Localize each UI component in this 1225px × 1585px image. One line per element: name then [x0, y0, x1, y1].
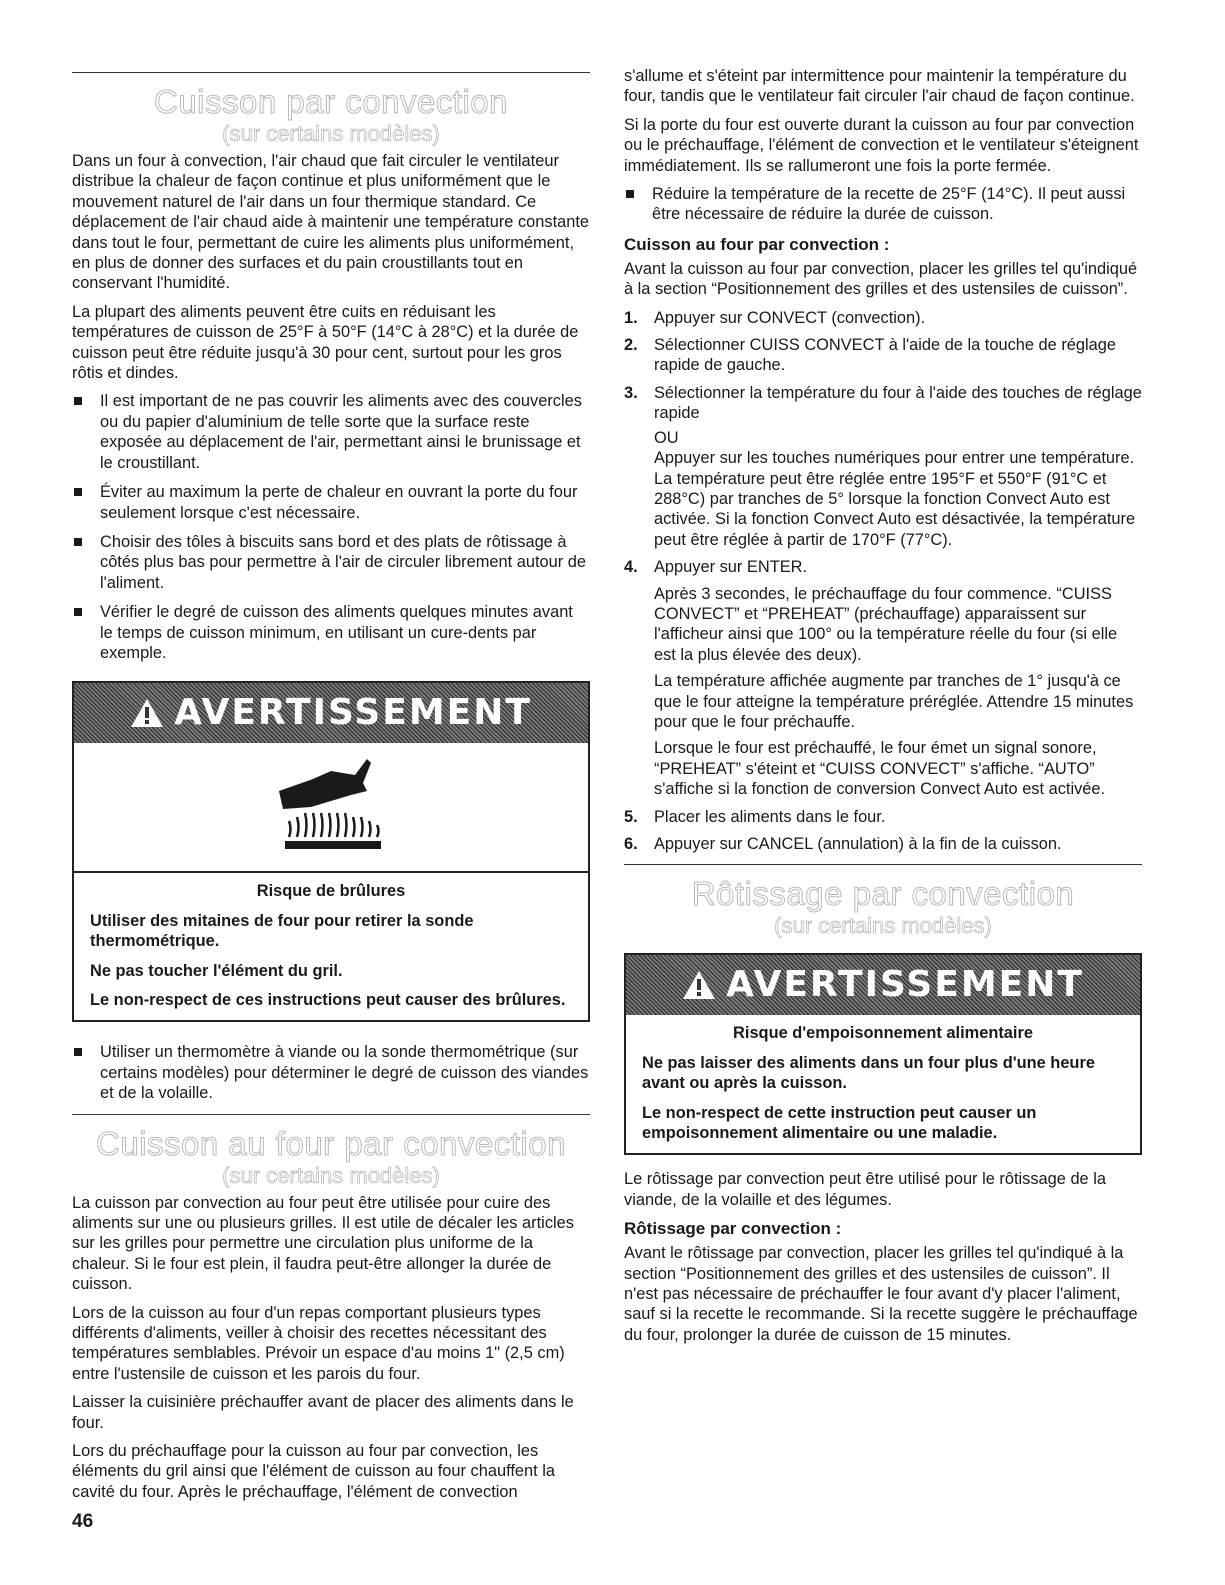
warning-triangle-icon [130, 698, 164, 728]
paragraph: Laisser la cuisinière préchauffer avant de placer des aliments dans le four. [72, 1393, 574, 1432]
list-item: Il est important de ne pas couvrir les aliments avec des couvercles ou du papier d'aluminium de telle sorte que la surface reste exposée au déplacement de l'air, permettant ainsi le brunissage et le croustillant. [72, 391, 590, 473]
list-item: Choisir des tôles à biscuits sans bord et des plats de rôtissage à côtés plus bas pour permettre à l'air de circuler librement autour de l'aliment. [72, 532, 590, 593]
section-divider [624, 864, 1142, 865]
step-item: 5. Placer les aliments dans le four. [624, 807, 886, 826]
section-subtitle: (sur certains modèles) [222, 1162, 440, 1188]
warning-line: Ne pas toucher l'élément du gril. [90, 961, 343, 980]
warning-title: Risque de brûlures [256, 882, 406, 901]
warning-line: Le non-respect de ces instructions peut causer des brûlures. [90, 990, 566, 1009]
hot-surface-hand-icon [74, 743, 588, 873]
warning-title: Risque d'empoisonnement alimentaire [733, 1024, 1033, 1043]
warning-box-burn [72, 681, 590, 1022]
warning-line: Le non-respect de cette instruction peut causer un empoisonnement alimentaire ou une maladie. [642, 1103, 1037, 1143]
paragraph: Dans un four à convection, l'air chaud que fait circuler le ventilateur distribue la chaleur de façon continue et plus uniformément que le mouvement naturel de l'air dans un four thermique standard. Ce déplacement de l'air chaud aide à maintenir une température constante dans tout le four, permettant de cuire les aliments plus uniformément, en plus de donner des surfaces et du pain croustillants tout en conservant l'humidité. [72, 152, 590, 293]
subheading-bake: Cuisson au four par convection : [624, 234, 890, 254]
step-item: 6. Appuyer sur CANCEL (annulation) à la fin de la cuisson. [624, 835, 1062, 853]
paragraph: Avant le rôtissage par convection, placer les grilles tel qu'indiqué à la section “Positionnement des grilles et des ustensiles de cuisson”. Il n'est pas nécessaire de préchauffer le four avant d'y placer l'aliment, sauf si la recette le recommande. Si la recette suggère le préchauffage du four, prolonger la durée de cuisson de 15 minutes. [624, 1244, 1138, 1344]
warning-body [626, 1015, 1140, 1153]
paragraph: Lors de la cuisson au four d'un repas comportant plusieurs types différents d'aliments, veiller à choisir des recettes nécessitant des températures semblables. Prévoir un espace d'au moins 1" (2,5 cm) entre l'ustensile de cuisson et les parois du four. [72, 1303, 565, 1383]
list-item: Réduire la température de la recette de 25°F (14°C). Il peut aussi être nécessaire de réduire la durée de cuisson. [624, 184, 1142, 225]
list-item: Éviter au maximum la perte de chaleur en ouvrant la porte du four seulement lorsque c'est nécessaire. [72, 482, 590, 523]
warning-box-food-poisoning [624, 953, 1142, 1155]
paragraph: Le rôtissage par convection peut être utilisé pour le rôtissage de la viande, de la volaille et des légumes. [624, 1170, 1106, 1209]
warning-triangle-icon [682, 970, 716, 1000]
right-column [624, 0, 1142, 1353]
subheading-roast: Rôtissage par convection : [624, 1219, 842, 1239]
bullet-list [72, 391, 590, 663]
warning-header [626, 955, 1140, 1015]
paragraph: La plupart des aliments peuvent être cuits en réduisant les températures de cuisson de 25°F à 50°F (14°C à 28°C) et la durée de cuisson peut être réduite jusqu'à 30 pour cent, surtout pour les gros rôtis et dindes. [72, 302, 579, 383]
step-item: 4. Appuyer sur ENTER. Après 3 secondes, le préchauffage du four commence. “CUISS CONVECT” et “PREHEAT” (préchauffage) apparaissent sur l'afficheur ainsi que 100° ou la température réelle du four (si elle est la plus élevée des deux). La température affichée augmente par tranches de 1° jusqu'à ce que le four atteigne la température préréglée. Attendre 15 minutes pour que le four préchauffe. Lorsque le four est préchauffé, le four émet un signal sonore, “PREHEAT” s'éteint et “CUISS CONVECT” s'affiche. “AUTO” s'affiche si la fonction de conversion Convect Auto est activée. [624, 558, 1134, 799]
step-item: 3. Sélectionner la température du four à l'aide des touches de réglage rapide OU Appuyer sur les touches numériques pour entrer une température. La température peut être réglée entre 195°F et 550°F (91°C et 288°C) par tranches de 5° lorsque la fonction Convect Auto est activée. Si la fonction Convect Auto est désactivée, la température peut être réglée à partir de 170°F (77°C). [624, 383, 1142, 549]
left-column [72, 0, 590, 1510]
bullet-list [72, 1042, 590, 1103]
section-title-roast: Rôtissage par convection [691, 875, 1075, 913]
paragraph: Si la porte du four est ouverte durant la cuisson au four par convection ou le préchauffage, l'élément de convection et le ventilateur s'éteignent immédiatement. Ils se rallumeront une fois la porte fermée. [624, 115, 1139, 175]
paragraph: La cuisson par convection au four peut être utilisée pour cuire des aliments sur une ou plusieurs grilles. Il est utile de décaler les articles sur les grilles pour permettre une circulation plus uniforme de la chaleur. Si le four est plein, il faudra peut-être allonger la durée de cuisson. [72, 1193, 574, 1294]
paragraph: Avant la cuisson au four par convection, placer les grilles tel qu'indiqué à la section “Positionnement des grilles et des ustensiles de cuisson”. [624, 259, 1138, 299]
paragraph: Lors du préchauffage pour la cuisson au four par convection, les éléments du gril ainsi que l'élément de cuisson au four chauffent la cavité du four. Après le préchauffage, l'élément de convection [72, 1442, 556, 1501]
section-subtitle: (sur certains modèles) [774, 913, 992, 939]
warning-line: Ne pas laisser des aliments dans un four plus d'une heure avant ou après la cuisson. [642, 1053, 1095, 1093]
warning-header [74, 683, 588, 743]
step-item: 1. Appuyer sur CONVECT (convection). [624, 308, 926, 327]
section-divider [72, 72, 590, 73]
section-title-convection: Cuisson par convection [153, 83, 509, 120]
list-item: Utiliser un thermomètre à viande ou la sonde thermométrique (sur certains modèles) pour déterminer le degré de cuisson des viandes et de la volaille. [72, 1042, 590, 1103]
list-item: Vérifier le degré de cuisson des aliments quelques minutes avant le temps de cuisson minimum, en utilisant un cure-dents par exemple. [72, 602, 590, 663]
section-divider [72, 1114, 590, 1115]
paragraph: s'allume et s'éteint par intermittence pour maintenir la température du four, tandis que le ventilateur fait circuler l'air chaud de façon continue. [624, 67, 1135, 106]
bullet-list [624, 184, 1142, 225]
warning-header-label: AVERTISSEMENT [174, 692, 532, 734]
warning-body [74, 873, 588, 1020]
section-subtitle: (sur certains modèles) [222, 121, 440, 146]
warning-line: Utiliser des mitaines de four pour retirer la sonde thermométrique. [90, 911, 474, 951]
warning-header-label: AVERTISSEMENT [726, 964, 1084, 1006]
page-number: 46 [72, 1511, 94, 1532]
step-item: 2. Sélectionner CUISS CONVECT à l'aide de la touche de réglage rapide de gauche. [624, 336, 1117, 375]
section-title-bake: Cuisson au four par convection [96, 1124, 566, 1162]
step-list [624, 308, 1142, 855]
